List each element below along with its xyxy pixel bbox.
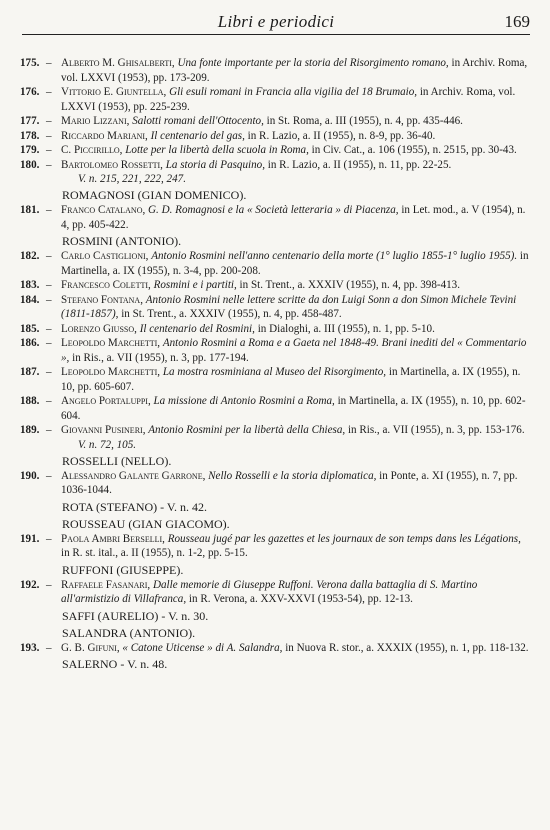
entry-source: in R. Lazio, a. II (1955), n. 8-9, pp. 36-40. (247, 129, 436, 142)
entry-author: Leopoldo Marchetti, (61, 337, 161, 349)
entry-author: Angelo Portaluppi, (61, 395, 151, 407)
entry-dash: – (46, 641, 52, 654)
bibliography-entry (20, 423, 532, 438)
subject-heading: RUFFONI (GIUSEPPE). (62, 562, 184, 577)
entry-dash: – (46, 144, 52, 156)
entry-title: Salotti romani dell'Ottocento, (132, 115, 264, 127)
entry-number: 187. (20, 366, 40, 378)
entry-text (61, 365, 532, 394)
bibliography-entry (20, 278, 532, 293)
entry-source: in Let. mod., a. V (1954), n. 4, pp. 405-422. (61, 204, 526, 231)
entry-dash: – (46, 395, 52, 407)
subject-heading: SALANDRA (ANTONIO). (62, 625, 196, 640)
cross-reference: V. n. 215, 221, 222, 247. (78, 173, 186, 185)
bibliography-entry (20, 322, 532, 337)
entry-dash: – (46, 424, 52, 436)
bibliography-entry (20, 56, 532, 85)
entry-source: in Nuova R. stor., a. XXXIX (1955), n. 1, pp. 118-132. (285, 641, 529, 654)
entry-dash: – (46, 322, 52, 335)
bibliography-entry (20, 394, 532, 423)
entry-source: in St. Roma, a. III (1955), n. 4, pp. 435-446. (266, 115, 463, 127)
entry-title: Rousseau jugé par les gazettes et les journaux de son temps dans les Légations, (167, 532, 521, 545)
entry-source: in Martinella, a. IX (1955), n. 10, pp. 602-604. (61, 395, 526, 422)
entry-text (61, 578, 532, 607)
entry-author: Leopoldo Marchetti, (61, 366, 161, 378)
entry-author: Carlo Castiglioni, (61, 250, 149, 262)
entry-number: 193. (20, 641, 40, 654)
entry-source: in Martinella, a. IX (1955), n. 10, pp. 605-607. (61, 366, 521, 393)
bibliography-list (20, 56, 532, 672)
subject-heading: ROTA (STEFANO) - V. n. 42. (62, 499, 208, 514)
entry-text (61, 394, 532, 423)
entry-dash: – (46, 532, 52, 545)
running-title: Libri e periodici (217, 12, 335, 31)
entry-text (61, 129, 532, 144)
entry-title: Antonio Rosmini per la libertà della Chiesa, (148, 424, 346, 436)
bibliography-entry (20, 336, 532, 365)
entry-text (61, 336, 532, 365)
entry-number: 189. (20, 424, 40, 436)
entry-author: Paola Ambri Berselli, (61, 532, 165, 545)
entry-title: La mostra rosminiana al Museo del Risorgimento, (162, 366, 387, 378)
entry-source: in R. Lazio, a. II (1955), n. 11, pp. 22-25. (267, 158, 452, 171)
bibliography-entry (20, 532, 532, 561)
entry-dash: – (46, 578, 52, 591)
entry-author: Bartolomeo Rossetti, (61, 158, 163, 171)
entry-source: in Civ. Cat., a. 106 (1955), n. 2515, pp. 30-43. (311, 144, 517, 156)
bibliography-entry (20, 85, 532, 114)
entry-text (61, 85, 532, 114)
page-number: 169 (504, 12, 530, 31)
entry-source: in R. st. ital., a. II (1955), n. 1-2, pp. 5-15. (61, 547, 248, 559)
entry-number: 180. (20, 158, 40, 171)
entry-dash: – (46, 366, 52, 378)
entry-dash: – (46, 469, 52, 482)
entry-dash: – (46, 158, 52, 171)
entry-number: 188. (20, 395, 40, 407)
entry-source: in St. Trent., a. XXXIV (1955), n. 4, pp. 458-487. (121, 308, 342, 320)
entry-number: 177. (20, 115, 40, 127)
entry-title: La missione di Antonio Rosmini a Roma, (153, 395, 335, 407)
entry-text (61, 322, 532, 337)
bibliography-entry (20, 578, 532, 607)
entry-title: Lotte per la libertà della scuola in Roma, (125, 144, 309, 156)
bibliography-entry (20, 158, 532, 173)
entry-source: in R. Verona, a. XXV-XXVI (1953-54), pp. 12-13. (188, 593, 413, 605)
entry-title: Gli esuli romani in Francia alla vigilia del 18 Brumaio, (169, 86, 418, 98)
entry-source: in Archiv. Roma, vol. LXXVI (1953), pp. 173-209. (61, 57, 528, 84)
entry-author: C. Piccirillo, (61, 144, 123, 156)
entry-author: Mario Lizzani, (61, 115, 130, 127)
entry-author: Riccardo Mariani, (61, 129, 148, 142)
entry-dash: – (46, 250, 52, 262)
subject-heading: SAFFI (AURELIO) - V. n. 30. (62, 608, 209, 623)
entry-title: G. D. Romagnosi e la « Società letteraria » di Piacenza, (148, 204, 399, 216)
bibliography-entry (20, 365, 532, 394)
entry-dash: – (46, 337, 52, 349)
entry-dash: – (46, 204, 52, 216)
subject-heading: ROUSSEAU (GIAN GIACOMO). (62, 516, 230, 531)
entry-title: Il centenario del gas, (150, 129, 245, 142)
entry-title: Antonio Rosmini nell'anno centenario della morte (1° luglio 1855-1° luglio 1955). (151, 250, 518, 262)
running-header (22, 12, 530, 35)
entry-text (61, 158, 532, 173)
bibliography-entry (20, 114, 532, 129)
subject-heading: ROSSELLI (NELLO). (62, 453, 172, 468)
entry-text (61, 423, 532, 438)
entry-text (61, 469, 532, 498)
entry-dash: – (46, 293, 52, 306)
entry-author: G. B. Gifuni, (61, 641, 120, 654)
entry-author: Franco Catalano, (61, 204, 146, 216)
entry-number: 181. (20, 204, 40, 216)
entry-text (61, 203, 532, 232)
entry-title: Una fonte importante per la storia del Risorgimento romano, (177, 57, 449, 69)
entry-dash: – (46, 279, 52, 291)
entry-text (61, 56, 532, 85)
entry-title: « Catone Uticense » di A. Salandra, (122, 641, 283, 654)
entry-author: Alessandro Galante Garrone, (61, 469, 206, 482)
entry-number: 184. (20, 293, 40, 306)
bibliography-entry (20, 249, 532, 278)
bibliography-entry (20, 641, 532, 656)
entry-dash: – (46, 86, 52, 98)
entry-source: in St. Trent., a. XXXIV (1955), n. 4, pp. 398-413. (239, 279, 460, 291)
entry-title: Antonio Rosmini a Roma e a Gaeta nel 1848-49. Brani inediti del « Commentario », (61, 337, 527, 364)
entry-author: Vittorio E. Giuntella, (61, 86, 167, 98)
entry-author: Raffaele Fasanari, (61, 578, 151, 591)
entry-author: Alberto M. Ghisalberti, (61, 57, 175, 69)
entry-title: Antonio Rosmini nelle lettere scritte da don Luigi Sonn a don Simon Michele Tevini (1811-1857), (61, 293, 517, 320)
bibliography-entry (20, 293, 532, 322)
entry-author: Stefano Fontana, (61, 293, 143, 306)
entry-dash: – (46, 115, 52, 127)
subject-heading: ROMAGNOSI (GIAN DOMENICO). (62, 188, 247, 202)
entry-number: 183. (20, 279, 40, 291)
entry-text (61, 143, 532, 158)
entry-text (61, 278, 532, 293)
entry-source: in Ponte, a. XI (1955), n. 7, pp. 1036-1044. (61, 469, 518, 496)
entry-number: 190. (20, 469, 40, 482)
entry-dash: – (46, 57, 52, 69)
entry-author: Francesco Coletti, (61, 279, 151, 291)
entry-number: 175. (20, 57, 40, 69)
entry-source: in Ris., a. VII (1955), n. 3, pp. 153-176. (347, 424, 525, 436)
entry-text (61, 114, 532, 129)
entry-source: in Ris., a. VII (1955), n. 3, pp. 177-194. (72, 351, 249, 364)
entry-text (61, 249, 532, 278)
entry-text (61, 293, 532, 322)
cross-reference: V. n. 72, 105. (78, 438, 137, 451)
entry-source: in Dialoghi, a. III (1955), n. 1, pp. 5-10. (257, 322, 435, 335)
entry-number: 182. (20, 250, 40, 262)
entry-title: La storia di Pasquino, (165, 158, 265, 171)
bibliography-entry (20, 129, 532, 144)
entry-title: Nello Rosselli e la storia diplomatica, (208, 469, 377, 482)
entry-title: Dalle memorie di Giuseppe Ruffoni. Verona dalla battaglia di S. Martino all'armistizio di Villafranca, (61, 578, 478, 605)
subject-heading: ROSMINI (ANTONIO). (62, 234, 182, 248)
entry-dash: – (46, 129, 52, 142)
bibliography-entry (20, 203, 532, 232)
entry-number: 179. (20, 144, 40, 156)
entry-text (61, 641, 532, 656)
entry-source: in Archiv. Roma, vol. LXXVI (1953), pp. 225-239. (61, 86, 516, 113)
entry-number: 186. (20, 337, 40, 349)
entry-text (61, 532, 532, 561)
subject-heading: SALERNO - V. n. 48. (62, 657, 168, 671)
bibliography-entry (20, 469, 532, 498)
entry-number: 192. (20, 578, 40, 591)
entry-number: 178. (20, 129, 40, 142)
entry-title: Rosmini e i partiti, (153, 279, 237, 291)
entry-source: in Martinella, a. IX (1955), n. 3-4, pp. 200-208. (61, 250, 529, 277)
entry-number: 191. (20, 532, 40, 545)
entry-number: 176. (20, 86, 40, 98)
bibliography-entry (20, 143, 532, 158)
entry-number: 185. (20, 322, 40, 335)
entry-title: Il centenario del Rosmini, (139, 322, 255, 335)
entry-author: Giovanni Pusineri, (61, 424, 146, 436)
entry-author: Lorenzo Giusso, (61, 322, 137, 335)
